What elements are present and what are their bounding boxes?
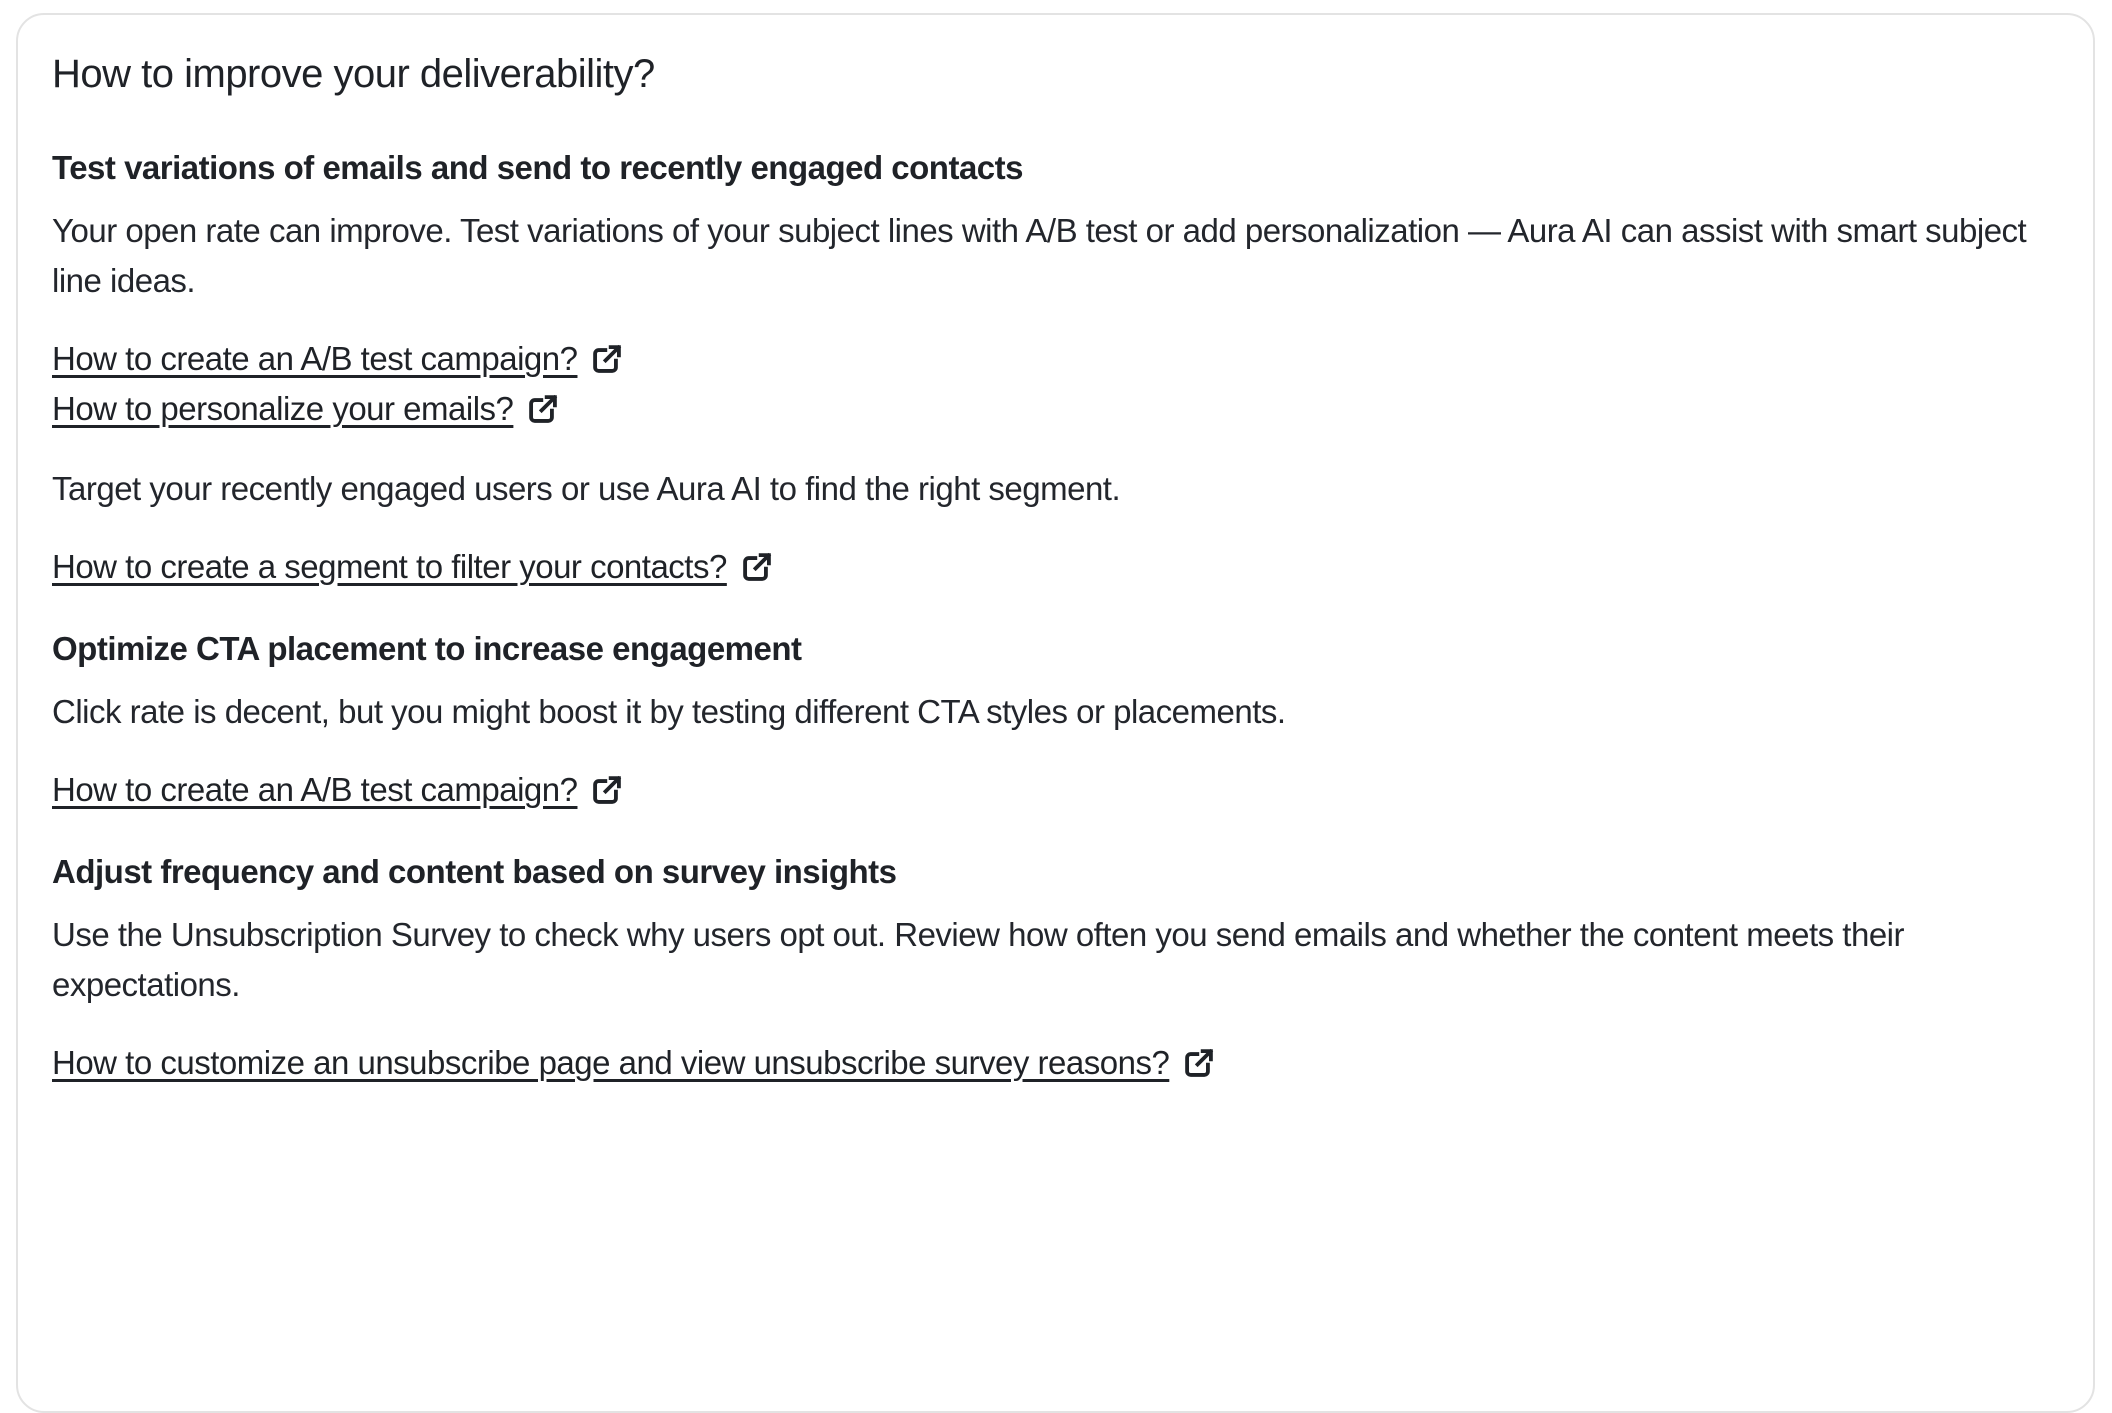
link-label: How to customize an unsubscribe page and view unsubscribe survey reasons? [52,1044,1170,1081]
paragraph: Target your recently engaged users or use Aura AI to find the right segment. [52,470,1121,507]
deliverability-help-card [16,13,2095,1413]
external-link-icon [1182,1046,1216,1080]
page-title: How to improve your deliverability? [52,52,655,96]
link-label: How to create an A/B test campaign? [52,340,578,377]
link-row [52,334,2059,384]
section-test-variations [52,145,2059,592]
link-row [52,542,2059,592]
paragraph: Click rate is decent, but you might boost it by testing different CTA styles or placements. [52,693,1286,730]
external-link-icon [526,392,560,426]
section-heading: Adjust frequency and content based on survey insights [52,853,897,890]
paragraph: Your open rate can improve. Test variations of your subject lines with A/B test or add personalization — Aura AI can assist with smart subject line ideas. [52,212,2027,299]
external-link-icon [590,342,624,376]
paragraph: Use the Unsubscription Survey to check why users opt out. Review how often you send emails and whether the content meets their expectations. [52,916,1904,1003]
link-label: How to personalize your emails? [52,390,514,427]
link-create-ab-test-campaign[interactable] [52,765,624,815]
links-group [52,1038,2059,1088]
link-create-segment[interactable] [52,542,774,592]
links-group [52,542,2059,592]
section-heading: Test variations of emails and send to recently engaged contacts [52,149,1024,186]
link-row [52,384,2059,434]
links-group [52,765,2059,815]
link-label: How to create a segment to filter your contacts? [52,548,727,585]
link-row [52,765,2059,815]
link-row [52,1038,2059,1088]
link-personalize-emails[interactable] [52,384,560,434]
external-link-icon [590,773,624,807]
external-link-icon [740,550,774,584]
link-create-ab-test-campaign[interactable] [52,334,624,384]
link-customize-unsubscribe-page[interactable] [52,1038,1216,1088]
links-group [52,334,2059,434]
section-optimize-cta [52,626,2059,815]
section-heading: Optimize CTA placement to increase engagement [52,630,802,667]
link-label: How to create an A/B test campaign? [52,771,578,808]
section-adjust-frequency [52,849,2059,1088]
